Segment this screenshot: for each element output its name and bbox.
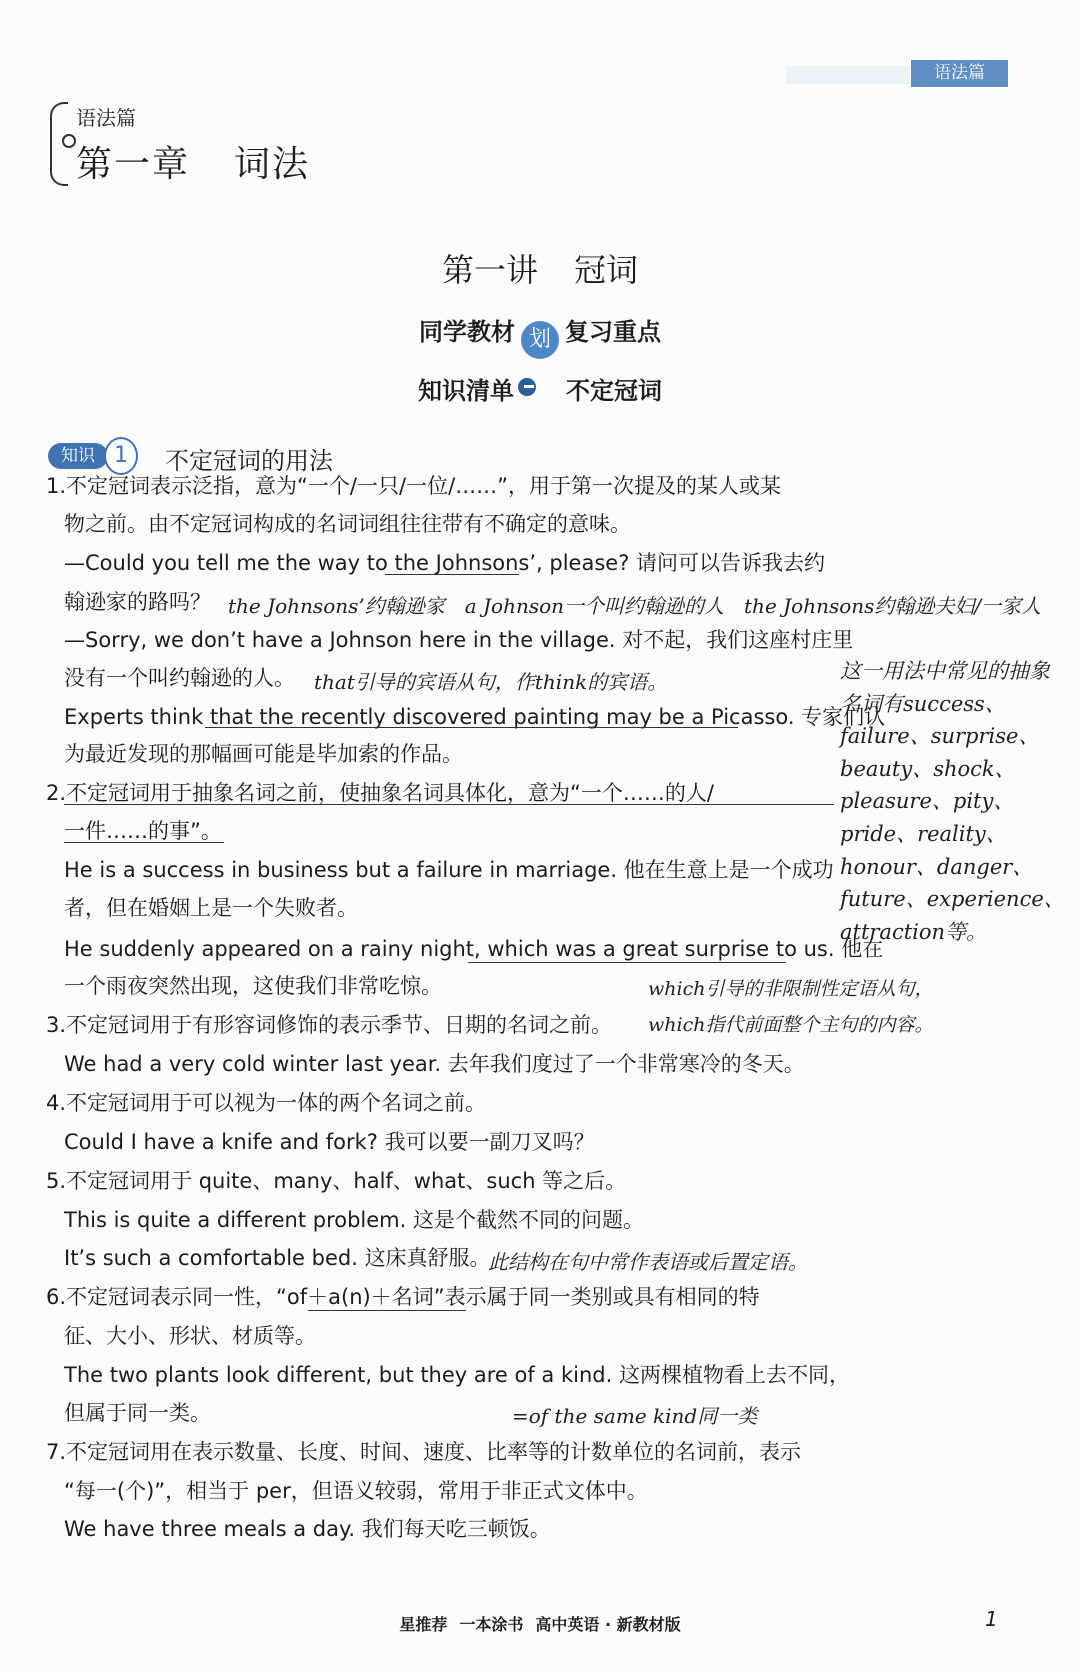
lecture-title: 冠词 — [574, 251, 639, 289]
underline — [385, 574, 519, 575]
knowledge-tag: 知识 — [48, 443, 108, 469]
header-tag-shadow — [786, 66, 910, 84]
text-line: We had a very cold winter last year. 去年我们度过了一个非常寒冷的冬天。 — [64, 1052, 805, 1076]
page-number: 1 — [985, 1607, 998, 1631]
text-line: 2.不定冠词用于抽象名词之前，使抽象名词具体化，意为“一个……的人/ — [46, 781, 714, 805]
underline — [64, 804, 834, 805]
text-line: He is a success in business but a failure in marriage. 他在生意上是一个成功 — [64, 858, 834, 882]
subtitle-left: 同学教材 — [419, 318, 515, 346]
text-line: Experts think that the recently discovered painting may be a Picasso. 专家们认 — [64, 705, 886, 729]
footer-brand: 星推荐 — [399, 1615, 448, 1634]
text-line: It’s such a comfortable bed. 这床真舒服。 — [64, 1246, 491, 1270]
underline — [308, 1310, 466, 1311]
list-heading-right: 不定冠词 — [566, 376, 662, 405]
underline — [205, 727, 738, 728]
text-line: 物之前。由不定冠词构成的名词词组往往带有不确定的意味。 — [64, 512, 631, 536]
note-that-clause: that引导的宾语从句，作think的宾语。 — [314, 670, 668, 694]
text-line: 一件……的事”。 — [64, 819, 222, 843]
text-line: This is quite a different problem. 这是个截然不同的问题。 — [64, 1208, 644, 1232]
brace-dot-icon — [62, 134, 76, 148]
text-line: Could I have a knife and fork? 我可以要一副刀叉吗？ — [64, 1130, 595, 1154]
text-line: 为最近发现的那幅画可能是毕加索的作品。 — [64, 742, 463, 766]
list-heading-left: 知识清单 — [418, 376, 514, 405]
section-tag: 语法篇 — [911, 60, 1008, 87]
note-which-1: which引导的非限制性定语从句， — [648, 978, 934, 1000]
underline — [468, 962, 786, 963]
footer-series: 一本涂书 — [459, 1615, 524, 1634]
note-such: 此结构在句中常作表语或后置定语。 — [488, 1250, 808, 1274]
chapter-number: 第一章 — [76, 144, 191, 185]
text-line: 3.不定冠词用于有形容词修饰的表示季节、日期的名词之前。 — [46, 1013, 613, 1037]
text-line: —Could you tell me the way to the Johnsons’, please? 请问可以告诉我去约 — [64, 551, 826, 575]
text-line: “每一(个)”，相当于 per，但语义较弱，常用于非正式文体中。 — [64, 1479, 648, 1503]
text-line: The two plants look different, but they are of a kind. 这两棵植物看上去不同， — [64, 1363, 850, 1387]
note-johnsons: the Johnsons’约翰逊家 a Johnson一个叫约翰逊的人 the Johnsons约翰逊夫妇/一家人 — [228, 594, 1042, 618]
text-line: —Sorry, we don’t have a Johnson here in the village. 对不起，我们这座村庄里 — [64, 628, 854, 652]
chapter-heading — [76, 136, 310, 187]
text-line: 但属于同一类。 — [64, 1401, 211, 1425]
text-line: 4.不定冠词用于可以视为一体的两个名词之前。 — [46, 1091, 487, 1115]
subtitle-right: 复习重点 — [565, 318, 661, 346]
review-subtitle — [0, 312, 1080, 359]
note-which-2: which指代前面整个主句的内容。 — [648, 1014, 934, 1036]
knowledge-number: 1 — [104, 437, 138, 475]
text-line: He suddenly appeared on a rainy night, which was a great surprise to us. 他在 — [64, 937, 884, 961]
minus-circle-icon — [518, 378, 536, 396]
text-line: 没有一个叫约翰逊的人。 — [64, 666, 295, 690]
knowledge-title: 不定冠词的用法 — [165, 447, 333, 475]
lecture-heading — [0, 245, 1080, 291]
text-line: We have three meals a day. 我们每天吃三顿饭。 — [64, 1517, 551, 1541]
highlight-badge: 划 — [521, 321, 559, 359]
note-of-a-kind: =of the same kind同一类 — [512, 1404, 758, 1428]
side-note: 这一用法中常见的抽象名词有success、failure、surprise、beauty、shock、pleasure、pity、pride、reality、honour、danger、future、experience、attraction等。 — [840, 659, 1065, 944]
list-heading — [0, 371, 1080, 406]
text-line: 者，但在婚姻上是一个失败者。 — [64, 896, 358, 920]
footer-book: 高中英语 · 新教材版 — [535, 1615, 681, 1634]
underline — [64, 842, 224, 843]
text-line: 一个雨夜突然出现，这使我们非常吃惊。 — [64, 974, 442, 998]
chapter-title: 词法 — [234, 144, 311, 185]
lecture-number: 第一讲 — [441, 251, 538, 289]
text-line: 7.不定冠词用在表示数量、长度、时间、速度、比率等的计数单位的名词前，表示 — [46, 1440, 802, 1464]
text-line: 征、大小、形状、材质等。 — [64, 1324, 316, 1348]
text-line: 6.不定冠词表示同一性，“of＋a(n)＋名词”表示属于同一类别或具有相同的特 — [46, 1285, 760, 1309]
part-label: 语法篇 — [76, 106, 136, 130]
text-line: 1.不定冠词表示泛指，意为“一个/一只/一位/……”，用于第一次提及的某人或某 — [46, 474, 782, 498]
footer — [0, 1612, 1080, 1635]
text-line: 翰逊家的路吗？ — [64, 590, 211, 614]
text-line: 5.不定冠词用于 quite、many、half、what、such 等之后。 — [46, 1169, 627, 1193]
